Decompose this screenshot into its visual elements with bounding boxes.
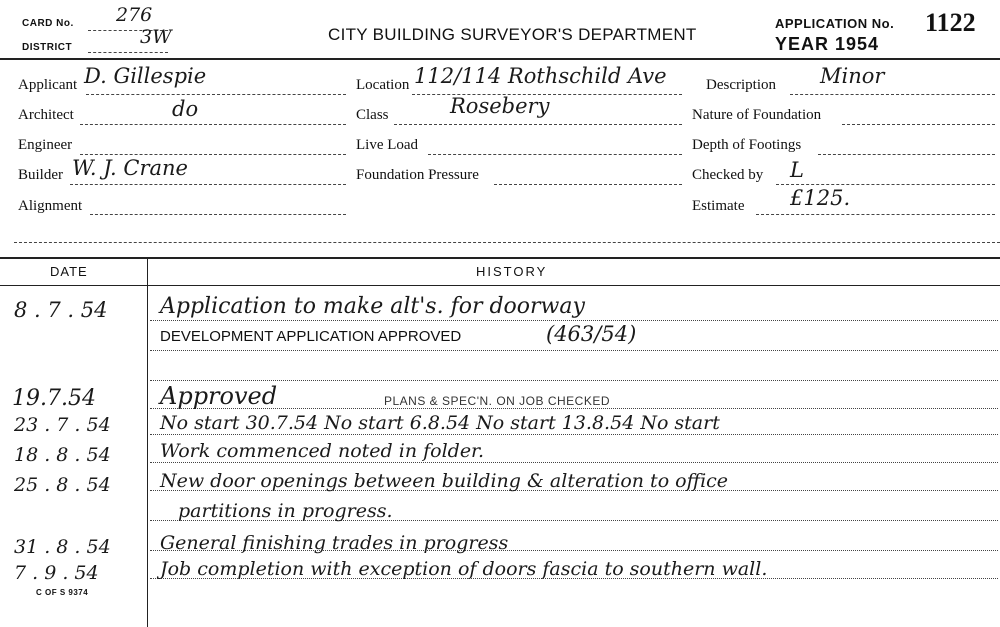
date-column-divider <box>147 258 148 627</box>
history-date: 25 . 8 . 54 <box>14 474 111 496</box>
history-date: 23 . 7 . 54 <box>14 414 111 436</box>
row-line <box>150 320 998 321</box>
nature-of-foundation-label: Nature of Foundation <box>692 107 822 123</box>
table-header-rule <box>0 285 1000 286</box>
checked-line <box>776 184 995 185</box>
history-date: 18 . 8 . 54 <box>14 444 111 466</box>
row-line <box>150 462 998 463</box>
history-entry: New door openings between building & alteration to office <box>160 470 729 492</box>
live-load-label: Live Load <box>356 137 419 153</box>
depth-of-footings-label: Depth of Footings <box>692 137 802 153</box>
history-entry: Application to make alt's. for doorway <box>160 294 585 319</box>
fields-bottom-line <box>14 242 1000 243</box>
history-entry: General finishing trades in progress <box>160 532 509 554</box>
header-rule <box>0 58 1000 60</box>
architect-label: Architect <box>18 107 74 123</box>
application-no-label: APPLICATION No. <box>775 16 895 31</box>
row-line <box>150 408 998 409</box>
architect-value: do <box>172 97 199 121</box>
class-line <box>394 124 682 125</box>
district-line <box>88 52 168 53</box>
class-value: Rosebery <box>450 94 550 118</box>
depth-line <box>818 154 995 155</box>
history-entry: partitions in progress. <box>178 500 393 522</box>
description-label: Description <box>706 77 776 93</box>
nature-line <box>842 124 995 125</box>
history-entry: Approved <box>160 382 278 410</box>
builder-label: Builder <box>18 167 63 183</box>
district-label: DISTRICT <box>22 42 73 53</box>
class-label: Class <box>356 107 389 123</box>
history-date: 8 . 7 . 54 <box>14 298 108 322</box>
row-line <box>150 350 998 351</box>
year-label: YEAR 1954 <box>775 34 880 54</box>
builder-line <box>70 184 346 185</box>
architect-line <box>80 124 346 125</box>
location-label: Location <box>356 77 410 93</box>
foundation-pressure-label: Foundation Pressure <box>356 167 479 183</box>
date-header: DATE <box>50 264 88 279</box>
checked-by-value: L <box>790 158 804 182</box>
history-entry: No start 30.7.54 No start 6.8.54 No start 13.8.54 No start <box>160 412 720 434</box>
alignment-label: Alignment <box>18 198 83 214</box>
history-header: HISTORY <box>476 264 548 279</box>
applicant-value: D. Gillespie <box>84 64 207 88</box>
row-line <box>150 380 998 381</box>
applicant-line <box>86 94 346 95</box>
estimate-label: Estimate <box>692 198 745 214</box>
description-line <box>790 94 995 95</box>
engineer-label: Engineer <box>18 137 73 153</box>
builder-value: W. J. Crane <box>72 156 188 180</box>
row-line <box>150 434 998 435</box>
table-top-rule <box>0 257 1000 259</box>
alignment-line <box>90 214 346 215</box>
live-load-line <box>428 154 682 155</box>
location-value: 112/114 Rothschild Ave <box>414 64 667 88</box>
form-code: C OF S 9374 <box>36 588 89 597</box>
history-date: 7 . 9 . 54 <box>14 562 99 584</box>
description-value: Minor <box>820 64 885 88</box>
approval-number: (463/54) <box>546 322 637 346</box>
district-value: 3W <box>140 26 172 48</box>
applicant-label: Applicant <box>18 77 78 93</box>
department-title: CITY BUILDING SURVEYOR'S DEPARTMENT <box>328 25 697 44</box>
card-no-value: 276 <box>116 4 153 26</box>
estimate-line <box>756 214 995 215</box>
approval-stamp: DEVELOPMENT APPLICATION APPROVED <box>160 328 462 345</box>
history-entry: Job completion with exception of doors fascia to southern wall. <box>160 558 768 580</box>
plans-checked-stamp: PLANS & SPEC'N. ON JOB CHECKED <box>384 394 611 408</box>
history-entry: Work commenced noted in folder. <box>160 440 485 462</box>
foundation-pressure-line <box>494 184 682 185</box>
checked-by-label: Checked by <box>692 167 764 183</box>
history-date: 31 . 8 . 54 <box>14 536 111 558</box>
estimate-value: £125. <box>790 186 851 210</box>
card-no-label: CARD No. <box>22 18 74 29</box>
engineer-line <box>80 154 346 155</box>
application-no-value: 1122 <box>925 8 976 37</box>
history-date: 19.7.54 <box>12 386 96 411</box>
